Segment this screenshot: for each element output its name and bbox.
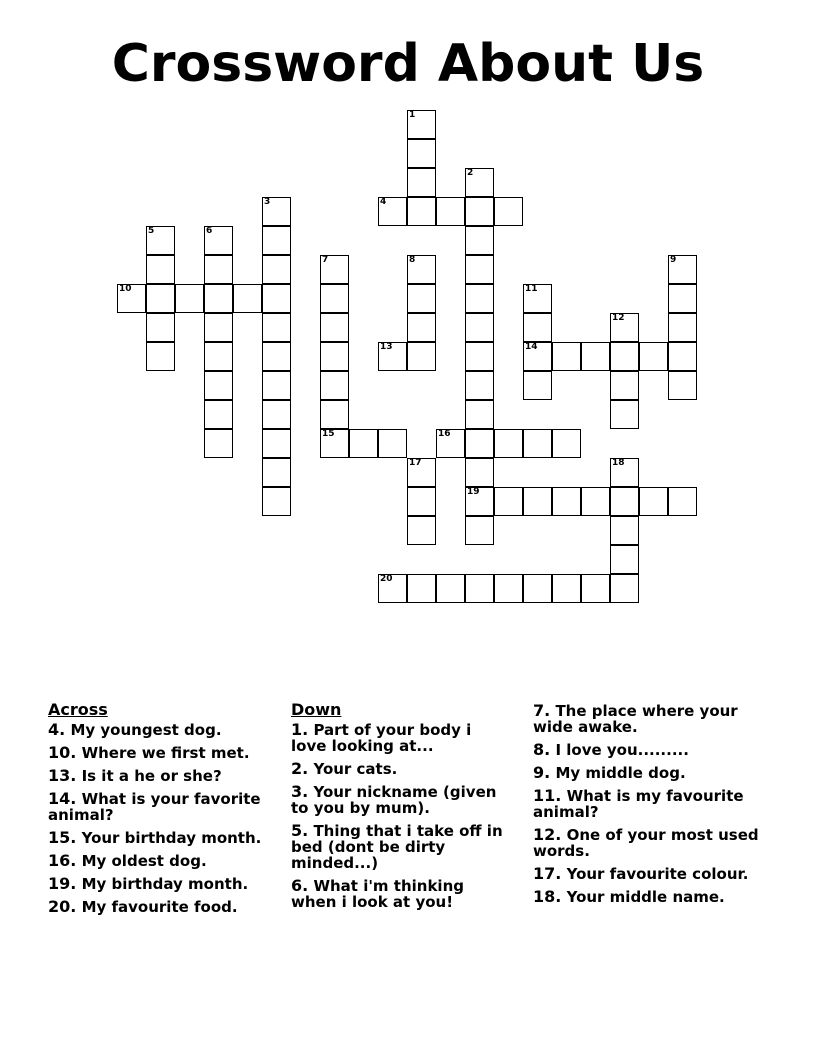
clue-item xyxy=(533,866,763,882)
clue-text: Thing that i take off in bed (dont be dirty minded...) xyxy=(291,822,503,872)
clue-number: 13 xyxy=(380,342,393,352)
grid-cell[interactable] xyxy=(668,313,697,342)
clue-item xyxy=(291,722,511,754)
grid-cell[interactable] xyxy=(378,342,407,371)
grid-cell[interactable] xyxy=(407,255,436,284)
clue-text: Where we first met. xyxy=(81,744,250,762)
grid-cell[interactable] xyxy=(639,342,668,371)
clue-number: 2 xyxy=(467,168,474,178)
grid-cell[interactable] xyxy=(146,313,175,342)
clue-number: 8 xyxy=(409,255,416,265)
grid-cell[interactable] xyxy=(407,516,436,545)
grid-cell[interactable] xyxy=(668,284,697,313)
clue-text: Your birthday month. xyxy=(81,829,262,847)
grid-cell[interactable] xyxy=(523,313,552,342)
grid-cell[interactable] xyxy=(610,313,639,342)
grid-cell[interactable] xyxy=(465,400,494,429)
clue-number-label: 4. xyxy=(48,720,66,739)
grid-cell[interactable] xyxy=(407,139,436,168)
clue-item xyxy=(291,784,511,816)
clue-item xyxy=(533,742,763,758)
grid-cell[interactable] xyxy=(465,197,494,226)
grid-cell[interactable] xyxy=(465,313,494,342)
clue-number: 1 xyxy=(409,110,416,120)
grid-cell[interactable] xyxy=(204,255,233,284)
grid-cell[interactable] xyxy=(610,516,639,545)
clue-number-label: 12. xyxy=(533,825,562,844)
grid-cell[interactable] xyxy=(436,574,465,603)
clue-item xyxy=(291,823,511,871)
clue-number: 19 xyxy=(467,487,480,497)
grid-cell[interactable] xyxy=(523,371,552,400)
clue-number: 14 xyxy=(525,342,538,352)
grid-cell[interactable] xyxy=(204,313,233,342)
grid-cell[interactable] xyxy=(552,487,581,516)
grid-cell[interactable] xyxy=(581,574,610,603)
grid-cell[interactable] xyxy=(465,371,494,400)
clue-text: Part of your body i love looking at... xyxy=(291,721,472,755)
grid-cell[interactable] xyxy=(349,429,378,458)
grid-cell[interactable] xyxy=(146,284,175,313)
clue-text: My oldest dog. xyxy=(81,852,207,870)
clue-number: 5 xyxy=(148,226,155,236)
clue-number-label: 19. xyxy=(48,874,77,893)
clue-text: What is my favourite animal? xyxy=(533,787,744,821)
clue-number: 4 xyxy=(380,197,387,207)
grid-cell[interactable] xyxy=(262,371,291,400)
clue-number: 18 xyxy=(612,458,625,468)
grid-cell[interactable] xyxy=(465,516,494,545)
page-title: Crossword About Us xyxy=(111,34,705,94)
grid-cell[interactable] xyxy=(262,458,291,487)
clue-number-label: 16. xyxy=(48,851,77,870)
grid-cell[interactable] xyxy=(668,487,697,516)
clue-item xyxy=(48,791,273,823)
clue-text: My favourite food. xyxy=(81,898,238,916)
clue-number-label: 18. xyxy=(533,887,562,906)
clue-text: One of your most used words. xyxy=(533,826,759,860)
grid-cell[interactable] xyxy=(320,371,349,400)
grid-cell[interactable] xyxy=(407,313,436,342)
grid-cell[interactable] xyxy=(465,168,494,197)
grid-cell[interactable] xyxy=(204,371,233,400)
grid-cell[interactable] xyxy=(581,342,610,371)
grid-cell[interactable] xyxy=(465,487,494,516)
clue-item xyxy=(533,703,763,735)
clue-number: 11 xyxy=(525,284,538,294)
grid-cell[interactable] xyxy=(320,429,349,458)
down-heading: Down xyxy=(291,700,342,719)
clue-text: The place where your wide awake. xyxy=(533,702,738,736)
clue-number-label: 5. xyxy=(291,821,309,840)
grid-cell[interactable] xyxy=(204,400,233,429)
grid-cell[interactable] xyxy=(407,284,436,313)
clue-item xyxy=(533,788,763,820)
grid-cell[interactable] xyxy=(262,197,291,226)
grid-cell[interactable] xyxy=(465,284,494,313)
grid-cell[interactable] xyxy=(262,255,291,284)
clue-text: Your middle name. xyxy=(566,888,725,906)
clue-item xyxy=(48,745,273,761)
across-clues xyxy=(48,700,273,922)
grid-cell[interactable] xyxy=(523,487,552,516)
grid-cell[interactable] xyxy=(378,197,407,226)
grid-cell[interactable] xyxy=(523,574,552,603)
grid-cell[interactable] xyxy=(378,429,407,458)
grid-cell[interactable] xyxy=(523,284,552,313)
grid-cell[interactable] xyxy=(610,545,639,574)
clue-text: My youngest dog. xyxy=(70,721,222,739)
grid-cell[interactable] xyxy=(523,342,552,371)
clue-number-label: 2. xyxy=(291,759,309,778)
grid-cell[interactable] xyxy=(610,487,639,516)
grid-cell[interactable] xyxy=(552,429,581,458)
clue-number-label: 14. xyxy=(48,789,77,808)
grid-cell[interactable] xyxy=(494,574,523,603)
grid-cell[interactable] xyxy=(668,255,697,284)
clue-text: Is it a he or she? xyxy=(81,767,222,785)
grid-cell[interactable] xyxy=(320,313,349,342)
grid-cell[interactable] xyxy=(407,110,436,139)
grid-cell[interactable] xyxy=(204,429,233,458)
grid-cell[interactable] xyxy=(610,574,639,603)
clue-number: 16 xyxy=(438,429,451,439)
grid-cell[interactable] xyxy=(436,429,465,458)
clue-item xyxy=(533,827,763,859)
across-heading: Across xyxy=(48,700,108,719)
grid-cell[interactable] xyxy=(552,574,581,603)
grid-cell[interactable] xyxy=(378,574,407,603)
grid-cell[interactable] xyxy=(465,429,494,458)
grid-cell[interactable] xyxy=(407,574,436,603)
clue-number-label: 9. xyxy=(533,763,551,782)
clue-text: Your cats. xyxy=(313,760,398,778)
grid-cell[interactable] xyxy=(204,284,233,313)
grid-cell[interactable] xyxy=(262,313,291,342)
grid-cell[interactable] xyxy=(494,197,523,226)
grid-cell[interactable] xyxy=(262,487,291,516)
clue-item xyxy=(48,768,273,784)
clue-number-label: 6. xyxy=(291,876,309,895)
grid-cell[interactable] xyxy=(465,458,494,487)
grid-cell[interactable] xyxy=(610,342,639,371)
clue-text: My middle dog. xyxy=(555,764,686,782)
grid-cell[interactable] xyxy=(494,487,523,516)
grid-cell[interactable] xyxy=(262,226,291,255)
clue-item xyxy=(291,761,511,777)
grid-cell[interactable] xyxy=(407,342,436,371)
clue-number-label: 13. xyxy=(48,766,77,785)
grid-cell[interactable] xyxy=(494,429,523,458)
clue-number: 20 xyxy=(380,574,393,584)
clue-item xyxy=(291,878,511,910)
clue-item xyxy=(48,853,273,869)
clue-number-label: 8. xyxy=(533,740,551,759)
grid-cell[interactable] xyxy=(320,284,349,313)
grid-cell[interactable] xyxy=(465,255,494,284)
clue-item xyxy=(48,876,273,892)
grid-cell[interactable] xyxy=(204,226,233,255)
grid-cell[interactable] xyxy=(146,342,175,371)
clue-text: What is your favorite animal? xyxy=(48,790,261,824)
grid-cell[interactable] xyxy=(523,429,552,458)
grid-cell[interactable] xyxy=(407,168,436,197)
clue-number: 10 xyxy=(119,284,132,294)
down-clues xyxy=(291,700,511,917)
clue-number-label: 11. xyxy=(533,786,562,805)
clue-text: What i'm thinking when i look at you! xyxy=(291,877,464,911)
grid-cell[interactable] xyxy=(610,458,639,487)
grid-cell[interactable] xyxy=(320,255,349,284)
clue-number-label: 1. xyxy=(291,720,309,739)
clue-number-label: 20. xyxy=(48,897,77,916)
grid-cell[interactable] xyxy=(320,342,349,371)
clue-number: 12 xyxy=(612,313,625,323)
grid-cell[interactable] xyxy=(262,284,291,313)
grid-cell[interactable] xyxy=(581,487,610,516)
grid-cell[interactable] xyxy=(668,371,697,400)
grid-cell[interactable] xyxy=(407,487,436,516)
grid-cell[interactable] xyxy=(552,342,581,371)
down-clues-continued xyxy=(533,703,763,912)
clue-number-label: 3. xyxy=(291,782,309,801)
clue-number-label: 10. xyxy=(48,743,77,762)
clue-number: 17 xyxy=(409,458,422,468)
grid-cell[interactable] xyxy=(262,429,291,458)
clue-number: 6 xyxy=(206,226,213,236)
grid-cell[interactable] xyxy=(610,400,639,429)
clue-number: 15 xyxy=(322,429,335,439)
clue-item xyxy=(48,899,273,915)
clue-number-label: 15. xyxy=(48,828,77,847)
grid-cell[interactable] xyxy=(610,371,639,400)
grid-cell[interactable] xyxy=(668,342,697,371)
clue-text: Your favourite colour. xyxy=(566,865,749,883)
grid-cell[interactable] xyxy=(204,342,233,371)
grid-cell[interactable] xyxy=(436,197,465,226)
clue-text: I love you......... xyxy=(555,741,689,759)
clue-number: 9 xyxy=(670,255,677,265)
grid-cell[interactable] xyxy=(117,284,146,313)
grid-cell[interactable] xyxy=(320,400,349,429)
clue-text: My birthday month. xyxy=(81,875,249,893)
clue-item xyxy=(533,765,763,781)
grid-cell[interactable] xyxy=(407,197,436,226)
grid-cell[interactable] xyxy=(146,226,175,255)
clue-number-label: 7. xyxy=(533,701,551,720)
grid-cell[interactable] xyxy=(146,255,175,284)
clue-text: Your nickname (given to you by mum). xyxy=(291,783,497,817)
grid-cell[interactable] xyxy=(465,574,494,603)
grid-cell[interactable] xyxy=(262,400,291,429)
grid-cell[interactable] xyxy=(175,284,204,313)
grid-cell[interactable] xyxy=(233,284,262,313)
clue-number: 7 xyxy=(322,255,329,265)
clue-number-label: 17. xyxy=(533,864,562,883)
grid-cell[interactable] xyxy=(639,487,668,516)
clue-item xyxy=(48,830,273,846)
grid-cell[interactable] xyxy=(262,342,291,371)
grid-cell[interactable] xyxy=(465,342,494,371)
clue-number: 3 xyxy=(264,197,271,207)
clue-item xyxy=(48,722,273,738)
clue-item xyxy=(533,889,763,905)
grid-cell[interactable] xyxy=(407,458,436,487)
grid-cell[interactable] xyxy=(465,226,494,255)
